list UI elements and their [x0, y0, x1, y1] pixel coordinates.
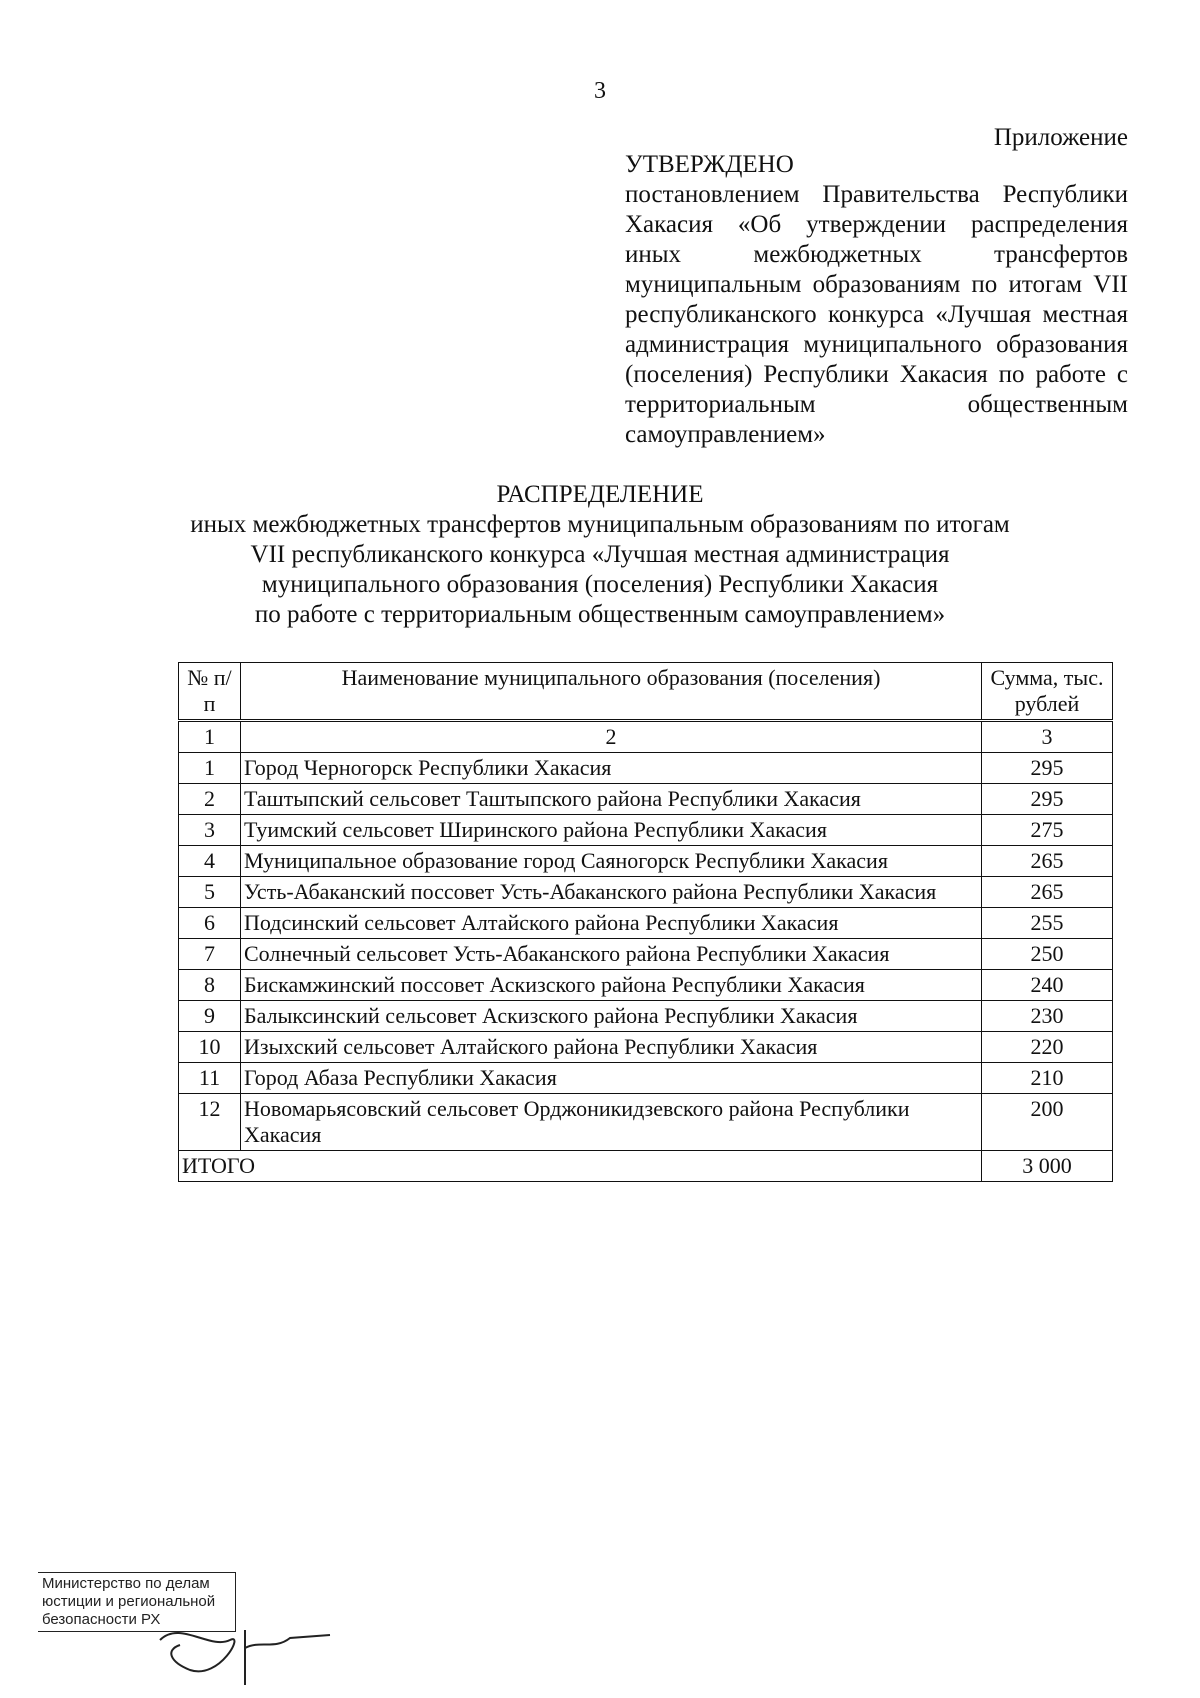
distribution-title: РАСПРЕДЕЛЕНИЕ	[496, 481, 704, 508]
row-sum: 255	[982, 908, 1113, 939]
stamp-line: юстиции и региональной	[42, 1593, 216, 1610]
table-row	[179, 1094, 1113, 1151]
stamp-line: безопасности РХ	[42, 1611, 161, 1628]
row-num: 11	[179, 1063, 241, 1094]
row-num: 3	[179, 815, 241, 846]
row-sum: 275	[982, 815, 1113, 846]
total-sum: 3 000	[982, 1151, 1113, 1182]
column-index: 1	[179, 721, 241, 753]
distribution-subtitle-line: иных межбюджетных трансфертов муниципальным образованиям по итогам	[190, 511, 1010, 538]
row-sum: 250	[982, 939, 1113, 970]
table-row	[179, 815, 1113, 846]
row-sum: 240	[982, 970, 1113, 1001]
row-num: 10	[179, 1032, 241, 1063]
header-sum: Сумма, тыс. рублей	[982, 663, 1113, 721]
table-row	[179, 1032, 1113, 1063]
row-sum: 265	[982, 877, 1113, 908]
row-num: 4	[179, 846, 241, 877]
distribution-subtitle-line: по работе с территориальным общественным самоуправлением»	[254, 601, 946, 628]
row-name: Изыхский сельсовет Алтайского района Республики Хакасия	[241, 1032, 982, 1063]
distribution-subtitle-line: VII республиканского конкурса «Лучшая местная администрация	[250, 541, 950, 568]
total-label: ИТОГО	[179, 1151, 982, 1182]
row-name: Муниципальное образование город Саяногорск Республики Хакасия	[241, 846, 982, 877]
row-sum: 295	[982, 784, 1113, 815]
appendix-label: Приложение	[993, 124, 1128, 151]
column-index: 3	[982, 721, 1113, 753]
row-name: Усть-Абаканский поссовет Усть-Абаканского района Республики Хакасия	[241, 877, 982, 908]
table-row	[179, 846, 1113, 877]
distribution-table	[178, 662, 1113, 1182]
header-name: Наименование муниципального образования (поселения)	[241, 663, 982, 721]
table-row	[179, 1001, 1113, 1032]
column-index-row	[179, 721, 1113, 753]
row-name: Подсинский сельсовет Алтайского района Республики Хакасия	[241, 908, 982, 939]
stamp-line: Министерство по делам	[42, 1575, 210, 1592]
row-num: 8	[179, 970, 241, 1001]
approval-text: постановлением Правительства Республики Хакасия «Об утверждении распределения иных межбюджетных трансфертов муниципальным образованиям по итогам VII республиканского конкурса «Лучшая местная администрация муниципального образования (поселения) Республики Хакасия по работе с территориальным общественным самоуправлением»	[625, 181, 1128, 448]
row-sum: 210	[982, 1063, 1113, 1094]
row-name: Город Абаза Республики Хакасия	[241, 1063, 982, 1094]
row-sum: 230	[982, 1001, 1113, 1032]
row-sum: 220	[982, 1032, 1113, 1063]
table-row	[179, 877, 1113, 908]
row-sum: 295	[982, 753, 1113, 784]
distribution-subtitle-line: муниципального образования (поселения) Республики Хакасия	[261, 571, 939, 598]
row-num: 12	[179, 1094, 241, 1151]
signature	[150, 1610, 340, 1690]
row-sum: 200	[982, 1094, 1113, 1151]
table-row	[179, 908, 1113, 939]
table-row	[179, 939, 1113, 970]
row-num: 6	[179, 908, 241, 939]
row-name: Балыксинский сельсовет Аскизского района Республики Хакасия	[241, 1001, 982, 1032]
table-row	[179, 970, 1113, 1001]
row-name: Новомарьясовский сельсовет Орджоникидзевского района Республики Хакасия	[241, 1094, 982, 1151]
row-name: Таштыпский сельсовет Таштыпского района Республики Хакасия	[241, 784, 982, 815]
row-num: 9	[179, 1001, 241, 1032]
table-header-row	[179, 663, 1113, 721]
approval-block	[625, 150, 1128, 450]
column-index: 2	[241, 721, 982, 753]
distribution-heading	[140, 480, 1060, 630]
approval-title: УТВЕРЖДЕНО	[625, 151, 794, 178]
table-row	[179, 1063, 1113, 1094]
header-num: № п/п	[179, 663, 241, 721]
row-name: Солнечный сельсовет Усть-Абаканского района Республики Хакасия	[241, 939, 982, 970]
row-num: 2	[179, 784, 241, 815]
row-sum: 265	[982, 846, 1113, 877]
row-name: Город Черногорск Республики Хакасия	[241, 753, 982, 784]
total-row	[179, 1151, 1113, 1182]
page-number: 3	[594, 78, 606, 104]
row-num: 5	[179, 877, 241, 908]
table-row	[179, 784, 1113, 815]
row-name: Бискамжинский поссовет Аскизского района Республики Хакасия	[241, 970, 982, 1001]
row-num: 7	[179, 939, 241, 970]
row-name: Туимский сельсовет Ширинского района Республики Хакасия	[241, 815, 982, 846]
table-row	[179, 753, 1113, 784]
row-num: 1	[179, 753, 241, 784]
